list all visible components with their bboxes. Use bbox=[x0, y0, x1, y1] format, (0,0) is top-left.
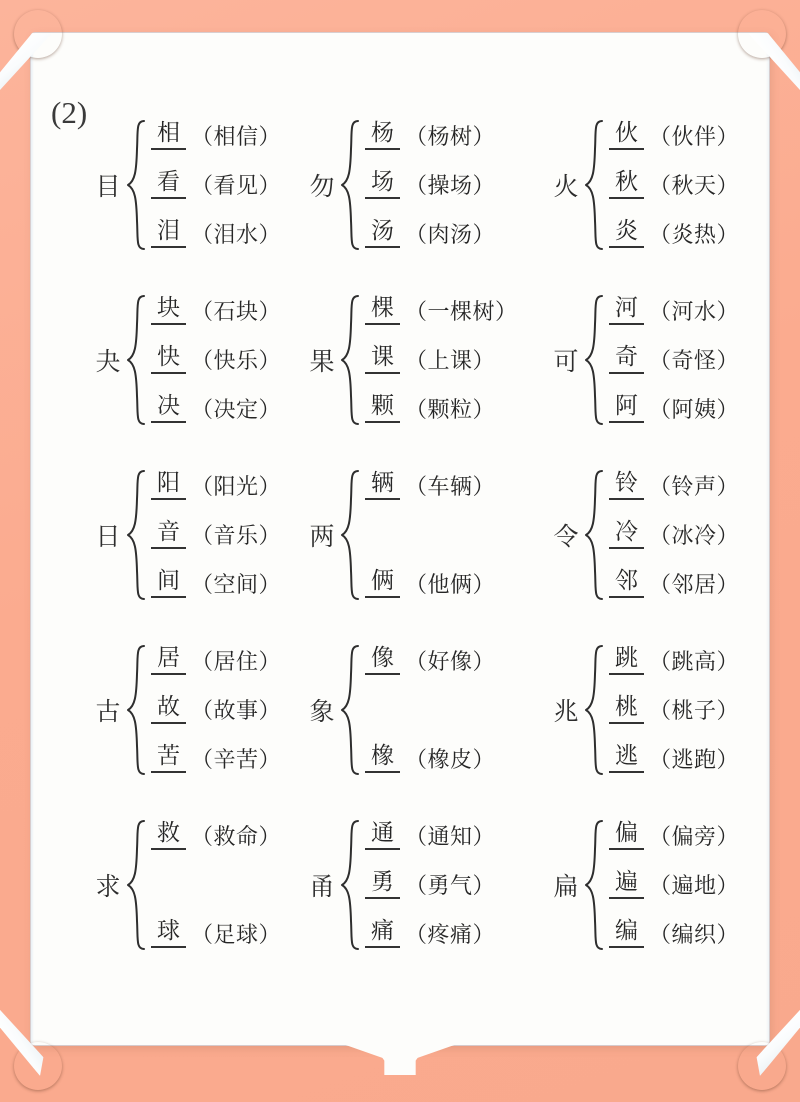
entry-item bbox=[365, 644, 523, 678]
derived-character: 颗 bbox=[365, 394, 400, 422]
paper-sheet bbox=[31, 33, 769, 1045]
entry-item bbox=[609, 693, 755, 727]
derived-character: 通 bbox=[365, 821, 400, 849]
group-row bbox=[49, 622, 755, 797]
entry-item bbox=[365, 742, 523, 776]
entry-list bbox=[151, 294, 291, 426]
entry-list bbox=[609, 644, 755, 776]
derived-character: 痛 bbox=[365, 919, 400, 947]
character-groups-grid bbox=[49, 97, 755, 972]
character-group bbox=[523, 97, 755, 272]
entry-item bbox=[609, 567, 755, 601]
group-row bbox=[49, 97, 755, 272]
example-word: （炎热） bbox=[649, 222, 740, 247]
base-character: 令 bbox=[553, 523, 579, 551]
character-group bbox=[291, 622, 523, 797]
example-word: （铃声） bbox=[649, 474, 740, 499]
entry-item bbox=[365, 392, 523, 426]
base-character: 日 bbox=[95, 523, 121, 551]
entry-item bbox=[151, 168, 291, 202]
character-group bbox=[291, 447, 523, 622]
entry-list bbox=[365, 294, 523, 426]
entry-item bbox=[609, 917, 755, 951]
group-row bbox=[49, 797, 755, 972]
character-group bbox=[523, 272, 755, 447]
curly-brace-icon bbox=[339, 644, 361, 776]
derived-character: 秋 bbox=[609, 170, 644, 198]
curly-brace-icon bbox=[339, 294, 361, 426]
example-word: （石块） bbox=[191, 299, 282, 324]
example-word: （他俩） bbox=[405, 572, 496, 597]
entry-item bbox=[151, 917, 291, 951]
derived-character: 棵 bbox=[365, 296, 400, 324]
entry-list bbox=[609, 294, 755, 426]
derived-character: 冷 bbox=[609, 520, 644, 548]
derived-character: 课 bbox=[365, 345, 400, 373]
entry-item bbox=[609, 469, 755, 503]
entry-list bbox=[609, 819, 755, 951]
derived-character: 音 bbox=[151, 520, 186, 548]
character-group bbox=[523, 447, 755, 622]
entry-item bbox=[151, 693, 291, 727]
entry-item bbox=[151, 294, 291, 328]
derived-character: 汤 bbox=[365, 219, 400, 247]
example-word: （勇气） bbox=[405, 873, 496, 898]
entry-item bbox=[365, 819, 523, 853]
derived-character: 桃 bbox=[609, 695, 644, 723]
character-group bbox=[523, 797, 755, 972]
base-character: 求 bbox=[95, 873, 121, 901]
derived-character: 偏 bbox=[609, 821, 644, 849]
character-group bbox=[523, 622, 755, 797]
derived-character: 橡 bbox=[365, 744, 400, 772]
entry-item bbox=[365, 217, 523, 251]
entry-item bbox=[151, 469, 291, 503]
example-word: （空间） bbox=[191, 572, 282, 597]
curly-brace-icon bbox=[583, 119, 605, 251]
derived-character: 阿 bbox=[609, 394, 644, 422]
example-word: （逃跑） bbox=[649, 747, 740, 772]
derived-character: 居 bbox=[151, 646, 186, 674]
character-group bbox=[49, 797, 291, 972]
section-number: (2) bbox=[51, 95, 88, 130]
derived-character: 泪 bbox=[151, 219, 186, 247]
entry-list bbox=[365, 819, 523, 951]
example-word: （好像） bbox=[405, 649, 496, 674]
example-word: （遍地） bbox=[649, 873, 740, 898]
derived-character: 炎 bbox=[609, 219, 644, 247]
base-character: 可 bbox=[553, 348, 579, 376]
entry-item bbox=[609, 119, 755, 153]
derived-character: 相 bbox=[151, 121, 186, 149]
entry-item bbox=[609, 518, 755, 552]
group-row bbox=[49, 447, 755, 622]
derived-character: 编 bbox=[609, 919, 644, 947]
derived-character: 遍 bbox=[609, 870, 644, 898]
example-word: （跳高） bbox=[649, 649, 740, 674]
group-row bbox=[49, 272, 755, 447]
entry-item bbox=[151, 343, 291, 377]
derived-character: 苦 bbox=[151, 744, 186, 772]
derived-character: 决 bbox=[151, 394, 186, 422]
curly-brace-icon bbox=[339, 119, 361, 251]
entry-item bbox=[151, 119, 291, 153]
entry-list bbox=[365, 644, 523, 776]
example-word: （音乐） bbox=[191, 523, 282, 548]
example-word: （河水） bbox=[649, 299, 740, 324]
base-character: 勿 bbox=[309, 173, 335, 201]
example-word: （看见） bbox=[191, 173, 282, 198]
derived-character: 间 bbox=[151, 569, 186, 597]
curly-brace-icon bbox=[583, 819, 605, 951]
example-word: （奇怪） bbox=[649, 348, 740, 373]
example-word: （冰冷） bbox=[649, 523, 740, 548]
derived-character: 铃 bbox=[609, 471, 644, 499]
entry-item bbox=[609, 868, 755, 902]
character-group bbox=[291, 97, 523, 272]
derived-character: 跳 bbox=[609, 646, 644, 674]
curly-brace-icon bbox=[125, 644, 147, 776]
example-word: （邻居） bbox=[649, 572, 740, 597]
derived-character: 球 bbox=[151, 919, 186, 947]
entry-item bbox=[151, 217, 291, 251]
curly-brace-icon bbox=[125, 119, 147, 251]
entry-item bbox=[365, 469, 523, 503]
example-word: （故事） bbox=[191, 698, 282, 723]
entry-item bbox=[365, 567, 523, 601]
example-word: （颗粒） bbox=[405, 397, 496, 422]
derived-character: 看 bbox=[151, 170, 186, 198]
entry-item bbox=[609, 168, 755, 202]
example-word: （疼痛） bbox=[405, 922, 496, 947]
entry-item bbox=[365, 294, 523, 328]
entry-item bbox=[609, 217, 755, 251]
example-word: （快乐） bbox=[191, 348, 282, 373]
character-group bbox=[49, 622, 291, 797]
entry-list bbox=[151, 819, 291, 951]
character-group bbox=[49, 272, 291, 447]
curly-brace-icon bbox=[339, 469, 361, 601]
curly-brace-icon bbox=[125, 294, 147, 426]
example-word: （偏旁） bbox=[649, 824, 740, 849]
entry-item bbox=[365, 119, 523, 153]
derived-character: 杨 bbox=[365, 121, 400, 149]
entry-item bbox=[365, 917, 523, 951]
curly-brace-icon bbox=[583, 294, 605, 426]
example-word: （操场） bbox=[405, 173, 496, 198]
entry-item bbox=[151, 518, 291, 552]
example-word: （足球） bbox=[191, 922, 282, 947]
derived-character: 勇 bbox=[365, 870, 400, 898]
entry-list bbox=[151, 644, 291, 776]
entry-item bbox=[609, 644, 755, 678]
example-word: （一棵树） bbox=[405, 299, 518, 324]
curly-brace-icon bbox=[125, 469, 147, 601]
example-word: （相信） bbox=[191, 124, 282, 149]
example-word: （橡皮） bbox=[405, 747, 496, 772]
curly-brace-icon bbox=[583, 644, 605, 776]
entry-item bbox=[609, 392, 755, 426]
base-character: 古 bbox=[95, 698, 121, 726]
entry-item bbox=[151, 819, 291, 853]
entry-list bbox=[609, 119, 755, 251]
example-word: （通知） bbox=[405, 824, 496, 849]
entry-list bbox=[365, 119, 523, 251]
derived-character: 俩 bbox=[365, 569, 400, 597]
entry-item bbox=[365, 868, 523, 902]
base-character: 果 bbox=[309, 348, 335, 376]
entry-item bbox=[151, 392, 291, 426]
derived-character: 邻 bbox=[609, 569, 644, 597]
derived-character: 场 bbox=[365, 170, 400, 198]
derived-character: 块 bbox=[151, 296, 186, 324]
derived-character: 故 bbox=[151, 695, 186, 723]
derived-character: 阳 bbox=[151, 471, 186, 499]
example-word: （救命） bbox=[191, 824, 282, 849]
entry-item bbox=[365, 168, 523, 202]
character-group bbox=[49, 447, 291, 622]
entry-item bbox=[609, 819, 755, 853]
curly-brace-icon bbox=[339, 819, 361, 951]
entry-item bbox=[151, 742, 291, 776]
entry-list bbox=[151, 119, 291, 251]
example-word: （肉汤） bbox=[405, 222, 496, 247]
derived-character: 像 bbox=[365, 646, 400, 674]
entry-item bbox=[151, 644, 291, 678]
paper-bottom-tab bbox=[372, 1043, 428, 1075]
base-character: 夬 bbox=[95, 348, 121, 376]
derived-character: 奇 bbox=[609, 345, 644, 373]
example-word: （车辆） bbox=[405, 474, 496, 499]
example-word: （阿姨） bbox=[649, 397, 740, 422]
base-character: 兆 bbox=[553, 698, 579, 726]
example-word: （泪水） bbox=[191, 222, 282, 247]
entry-list bbox=[609, 469, 755, 601]
example-word: （阳光） bbox=[191, 474, 282, 499]
entry-list bbox=[151, 469, 291, 601]
derived-character: 辆 bbox=[365, 471, 400, 499]
derived-character: 河 bbox=[609, 296, 644, 324]
entry-item bbox=[365, 343, 523, 377]
example-word: （伙伴） bbox=[649, 124, 740, 149]
base-character: 两 bbox=[309, 523, 335, 551]
example-word: （辛苦） bbox=[191, 747, 282, 772]
derived-character: 伙 bbox=[609, 121, 644, 149]
curly-brace-icon bbox=[583, 469, 605, 601]
derived-character: 救 bbox=[151, 821, 186, 849]
entry-item bbox=[609, 294, 755, 328]
entry-list bbox=[365, 469, 523, 601]
base-character: 目 bbox=[95, 173, 121, 201]
entry-item bbox=[609, 742, 755, 776]
example-word: （杨树） bbox=[405, 124, 496, 149]
example-word: （上课） bbox=[405, 348, 496, 373]
character-group bbox=[49, 97, 291, 272]
example-word: （决定） bbox=[191, 397, 282, 422]
derived-character: 逃 bbox=[609, 744, 644, 772]
character-group bbox=[291, 797, 523, 972]
base-character: 象 bbox=[309, 698, 335, 726]
character-group bbox=[291, 272, 523, 447]
entry-item bbox=[609, 343, 755, 377]
example-word: （秋天） bbox=[649, 173, 740, 198]
base-character: 火 bbox=[553, 173, 579, 201]
curly-brace-icon bbox=[125, 819, 147, 951]
derived-character: 快 bbox=[151, 345, 186, 373]
example-word: （居住） bbox=[191, 649, 282, 674]
entry-item bbox=[151, 567, 291, 601]
example-word: （桃子） bbox=[649, 698, 740, 723]
base-character: 扁 bbox=[553, 873, 579, 901]
base-character: 甬 bbox=[309, 873, 335, 901]
example-word: （编织） bbox=[649, 922, 740, 947]
